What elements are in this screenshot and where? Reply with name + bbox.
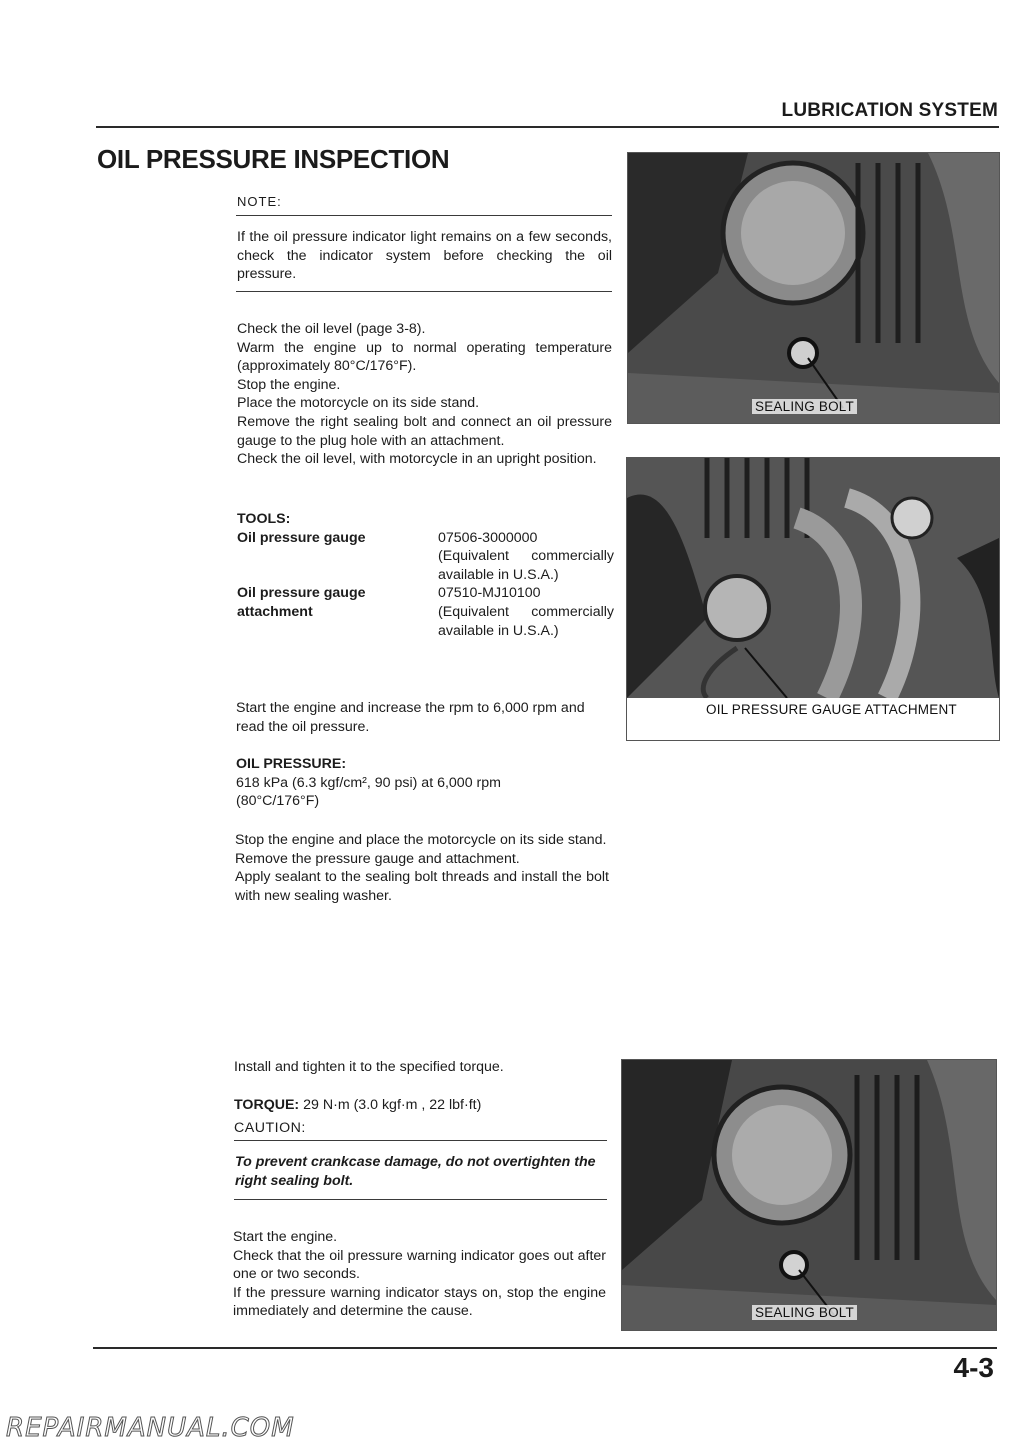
procedure-steps-2 — [235, 831, 609, 905]
oil-pressure-spec — [236, 755, 586, 811]
engine-photo-graphic — [622, 1060, 996, 1330]
tool-name: Oil pressure gauge — [237, 529, 366, 546]
tool-name: Oil pressure gauge attachment — [237, 585, 366, 620]
procedure-steps-1 — [237, 320, 612, 469]
figure-callout: OIL PRESSURE GAUGE ATTACHMENT — [703, 702, 960, 717]
note-top-rule — [236, 215, 612, 216]
caution-top-rule — [234, 1140, 607, 1141]
engine-photo-sealing-bolt — [627, 152, 1000, 424]
page-number: 4-3 — [953, 1352, 994, 1383]
figure-callout: SEALING BOLT — [752, 399, 857, 414]
tool-detail — [438, 529, 614, 585]
watermark: REPAIRMANUAL.COM — [6, 1413, 295, 1443]
engine-photo-sealing-bolt-installed — [621, 1059, 997, 1331]
note-label: NOTE: — [237, 194, 282, 209]
tool-note: (Equivalent commercially available in U.S.A.) — [438, 548, 614, 583]
torque-value: 29 N·m (3.0 kgf·m , 22 lbf·ft) — [303, 1097, 482, 1113]
step-line: Stop the engine. — [237, 376, 341, 393]
engine-photo-gauge-attachment — [626, 457, 1000, 741]
step-line: Start the engine. — [233, 1229, 338, 1245]
engine-photo-graphic — [628, 153, 999, 423]
page-title: OIL PRESSURE INSPECTION — [97, 144, 450, 174]
caution-text: To prevent crankcase damage, do not overtighten the right sealing bolt. — [235, 1154, 596, 1189]
step-line: Check the oil level (page 3-8). — [237, 321, 426, 337]
oil-pressure-label: OIL PRESSURE: — [236, 756, 347, 772]
figure-callout: SEALING BOLT — [752, 1305, 857, 1320]
step-line: Place the motorcycle on its side stand. — [237, 395, 480, 412]
tool-detail — [438, 584, 614, 640]
tools-section — [237, 510, 617, 640]
section-title: LUBRICATION SYSTEM — [781, 100, 998, 121]
tool-note: (Equivalent commercially available in U.S.A.) — [438, 603, 614, 639]
caution-label: CAUTION: — [234, 1120, 306, 1136]
caution-bottom-rule — [234, 1199, 607, 1200]
tool-row — [237, 584, 617, 640]
install-text: Install and tighten it to the specified torque. — [234, 1059, 504, 1075]
step-line: Apply sealant to the sealing bolt threads and install the bolt with new sealing washer. — [235, 869, 609, 904]
oil-pressure-value: 618 kPa (6.3 kgf/cm², 90 psi) at 6,000 rpm (80°C/176°F) — [236, 774, 501, 810]
step-line: Warm the engine up to normal operating temperature (approximately 80°C/176°F). — [237, 339, 612, 375]
step-line: Remove the right sealing bolt and connect an oil pressure gauge to the plug hole with an attachment. — [237, 413, 612, 449]
tool-part-number: 07506-3000000 — [438, 529, 538, 546]
header-divider — [96, 126, 999, 128]
step-line: If the pressure warning indicator stays on, stop the engine immediately and determine the cause. — [233, 1284, 606, 1320]
step-line: Check the oil level, with motorcycle in an upright position. — [237, 451, 597, 468]
step-line: Remove the pressure gauge and attachment. — [235, 850, 520, 867]
step-line: Stop the engine and place the motorcycle on its side stand. — [235, 832, 607, 848]
note-text: If the oil pressure indicator light remains on a few seconds, check the indicator system before checking the oil pressure. — [237, 229, 612, 283]
procedure-steps-3 — [233, 1228, 606, 1321]
note-bottom-rule — [236, 291, 612, 292]
torque-spec — [234, 1096, 614, 1115]
footer-divider — [93, 1347, 997, 1349]
start-engine-text: Start the engine and increase the rpm to 6,000 rpm and read the oil pressure. — [236, 700, 585, 735]
tool-part-number: 07510-MJ10100 — [438, 585, 541, 602]
engine-photo-graphic — [627, 458, 999, 698]
tool-row — [237, 529, 617, 585]
step-line: Check that the oil pressure warning indicator goes out after one or two seconds. — [233, 1247, 606, 1283]
torque-label: TORQUE: — [234, 1097, 300, 1113]
tools-label: TOOLS: — [237, 511, 291, 527]
